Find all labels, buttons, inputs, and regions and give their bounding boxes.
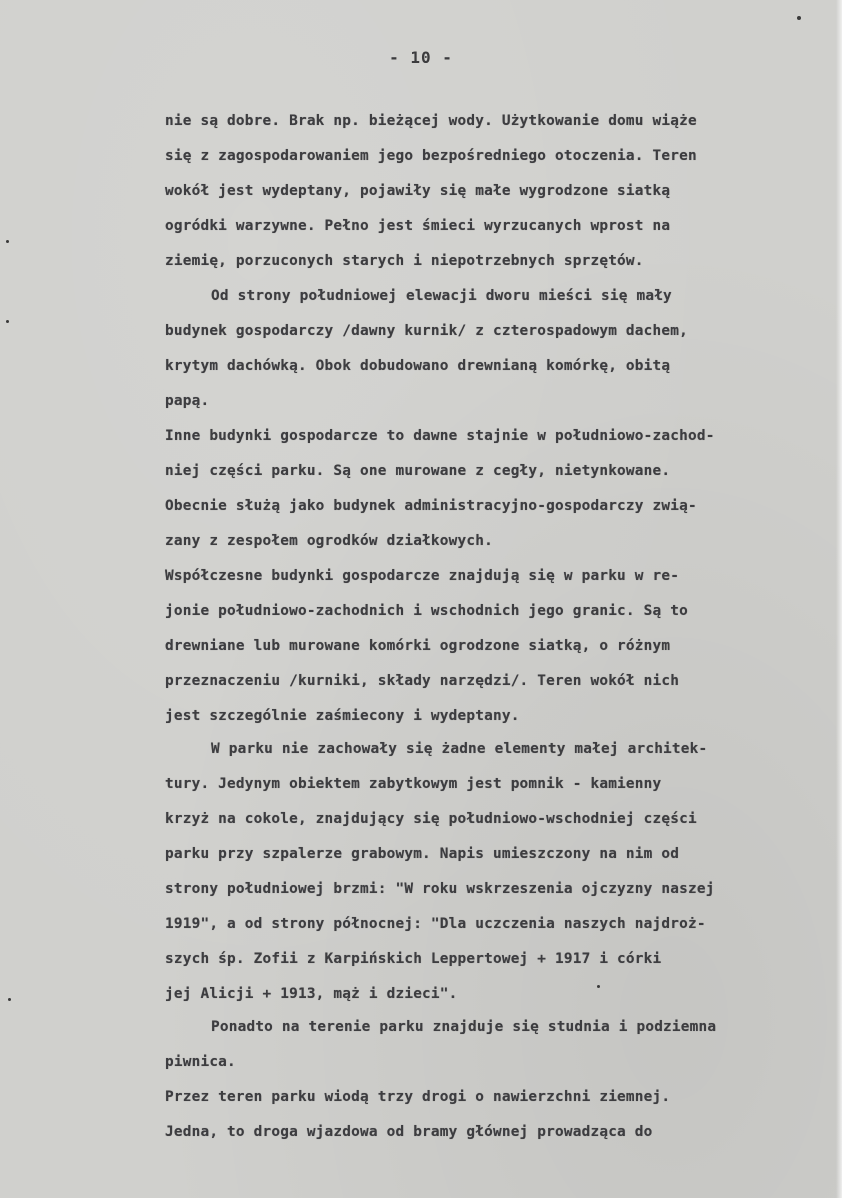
text-line: jonie południowo-zachodnich i wschodnich jego granic. Są to (165, 603, 688, 619)
text-line: jest szczególnie zaśmiecony i wydeptany. (165, 708, 520, 724)
text-line: się z zagospodarowaniem jego bezpośredniego otoczenia. Teren (165, 148, 697, 164)
text-line: budynek gospodarczy /dawny kurnik/ z czterospadowym dachem, (165, 323, 688, 339)
ink-speck (8, 998, 11, 1001)
text-line: wokół jest wydeptany, pojawiły się małe wygrodzone siatką (165, 183, 671, 199)
text-line: zany z zespołem ogrodków działkowych. (165, 533, 493, 549)
text-line: przeznaczeniu /kurniki, składy narzędzi/. Teren wokół nich (165, 673, 680, 689)
text-line: Obecnie służą jako budynek administracyjno-gospodarczy zwią- (165, 498, 697, 514)
text-line: niej części parku. Są one murowane z cegły, nietynkowane. (165, 463, 671, 479)
ink-speck (797, 16, 801, 20)
text-line: ogródki warzywne. Pełno jest śmieci wyrzucanych wprost na (165, 218, 671, 234)
text-line: Ponadto na terenie parku znajduje się studnia i podziemna (211, 1019, 717, 1035)
text-line: parku przy szpalerze grabowym. Napis umieszczony na nim od (165, 846, 680, 862)
text-line: Od strony południowej elewacji dworu mieści się mały (211, 288, 672, 304)
text-line: Inne budynki gospodarcze to dawne stajnie w południowo-zachod- (165, 428, 715, 444)
text-line: 1919", a od strony północnej: "Dla uczczenia naszych najdroż- (165, 916, 706, 932)
text-line: jej Alicji + 1913, mąż i dzieci". (165, 986, 458, 1002)
text-line: nie są dobre. Brak np. bieżącej wody. Użytkowanie domu wiąże (165, 113, 697, 129)
text-line: szych śp. Zofii z Karpińskich Leppertowej + 1917 i córki (165, 951, 662, 967)
text-line: krzyż na cokole, znajdujący się południowo-wschodniej części (165, 811, 697, 827)
text-line: Przez teren parku wiodą trzy drogi o nawierzchni ziemnej. (165, 1089, 671, 1105)
paper-edge (836, 0, 842, 1198)
text-line: strony południowej brzmi: "W roku wskrzeszenia ojczyzny naszej (165, 881, 715, 897)
page-number: - 10 - (389, 48, 453, 67)
text-line: krytym dachówką. Obok dobudowano drewnianą komórkę, obitą (165, 358, 671, 374)
ink-speck (6, 240, 9, 243)
text-line: piwnica. (165, 1054, 236, 1070)
ink-speck (597, 985, 600, 988)
text-line: Jedna, to droga wjazdowa od bramy głównej prowadząca do (165, 1124, 653, 1140)
text-line: Współczesne budynki gospodarcze znajdują się w parku w re- (165, 568, 680, 584)
text-line: papą. (165, 393, 210, 409)
text-line: tury. Jedynym obiektem zabytkowym jest pomnik - kamienny (165, 776, 662, 792)
text-line: W parku nie zachowały się żadne elementy małej architek- (211, 741, 708, 757)
text-line: drewniane lub murowane komórki ogrodzone siatką, o różnym (165, 638, 671, 654)
text-line: ziemię, porzuconych starych i niepotrzebnych sprzętów. (165, 253, 644, 269)
ink-speck (6, 320, 9, 323)
